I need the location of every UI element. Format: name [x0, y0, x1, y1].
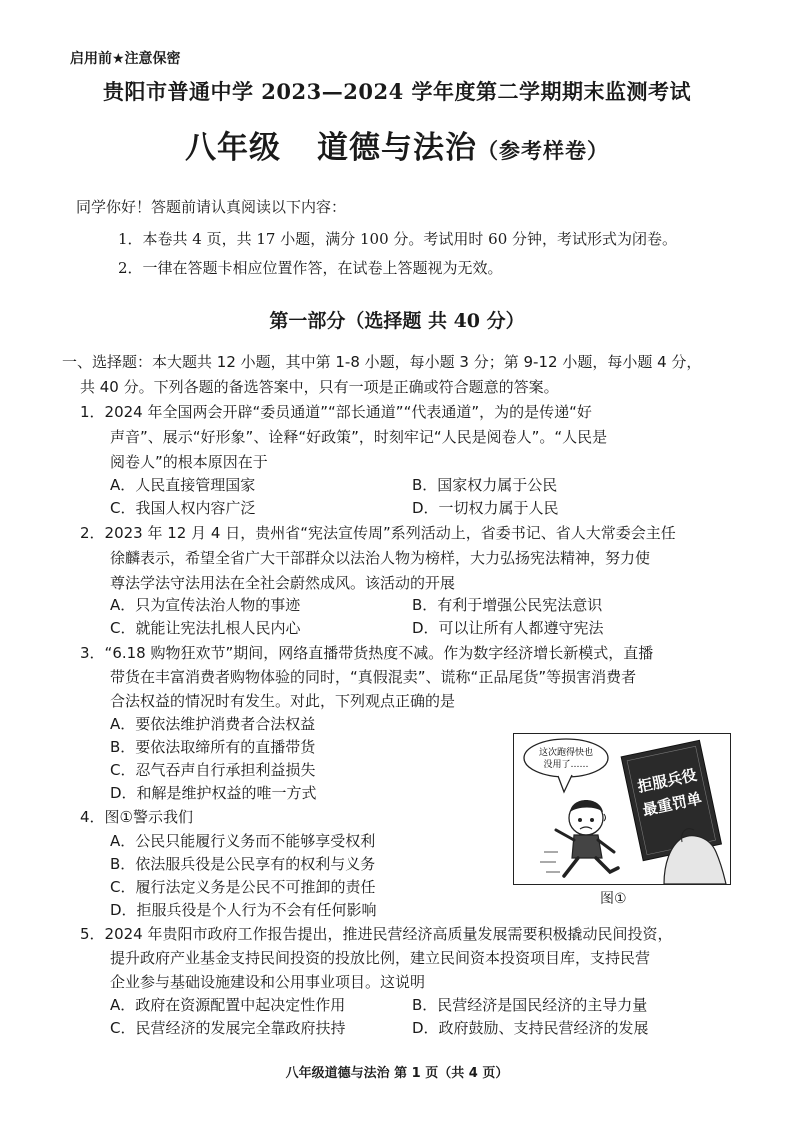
section-heading: 一、选择题：本大题共 12 小题，其中第 1-8 小题，每小题 3 分；第 9-12 小题，每小题 4 分， [62, 353, 702, 371]
figure-1-caption: 图① [600, 891, 627, 907]
speech-bubble-tail [558, 775, 572, 792]
question-5-option-a: A．政府在资源配置中起决定性作用 [110, 996, 346, 1014]
instruction-item: 1．本卷共 4 页，共 17 小题，满分 100 分。考试用时 60 分钟，考试形式为闭卷。 [118, 230, 678, 248]
question-2-option-a: A．只为宣传法治人物的事迹 [110, 596, 301, 614]
question-1-stem: 阅卷人”的根本原因在于 [110, 453, 268, 471]
question-4-option-d: D．拒服兵役是个人行为不会有任何影响 [110, 901, 377, 919]
question-5-stem: 5．2024 年贵阳市政府工作报告提出，推进民营经济高质量发展需要积极撬动民间投资， [80, 925, 673, 943]
question-4-option-b: B．依法服兵役是公民享有的权利与义务 [110, 855, 376, 873]
subject-label: 道德与法治 [317, 130, 477, 166]
question-3-option-c: C．忍气吞声自行承担利益损失 [110, 761, 316, 779]
part-title: 第一部分（选择题 共 40 分） [269, 310, 525, 332]
question-1-stem: 1．2024 年全国两会开辟“委员通道”“部长通道”“代表通道”，为的是传递“好 [80, 403, 592, 421]
question-5-stem: 企业参与基础设施建设和公用事业项目。这说明 [110, 973, 426, 991]
subject-note: （参考样卷） [477, 138, 609, 163]
secret-mark: 启用前★注意保密 [70, 51, 181, 67]
question-3-stem: 带货在丰富消费者购物体验的同时，“真假混卖”、谎称“正品尾货”等损害消费者 [110, 668, 637, 686]
speech-text-line2: 没用了…… [543, 760, 589, 770]
question-3-option-a: A．要依法维护消费者合法权益 [110, 715, 316, 733]
question-2-stem: 徐麟表示，希望全省广大干部群众以法治人物为榜样，大力弘扬宪法精神，努力使 [110, 549, 651, 567]
question-5-option-c: C．民营经济的发展完全靠政府扶持 [110, 1019, 346, 1037]
instruction-item: 2．一律在答题卡相应位置作答，在试卷上答题视为无效。 [118, 259, 503, 277]
section-heading-cont: 共 40 分。下列各题的备选答案中，只有一项是正确或符合题意的答案。 [80, 378, 559, 396]
question-4-option-c: C．履行法定义务是公民不可推卸的责任 [110, 878, 376, 896]
figure-1-illustration [514, 734, 730, 884]
question-2-stem: 尊法学法守法用法在全社会蔚然成风。该活动的开展 [110, 574, 456, 592]
question-2-option-b: B．有利于增强公民宪法意识 [412, 596, 603, 614]
question-1-option-c: C．我国人权内容广泛 [110, 499, 256, 517]
question-5-option-d: D．政府鼓励、支持民营经济的发展 [412, 1019, 649, 1037]
question-3-option-d: D．和解是维护权益的唯一方式 [110, 784, 317, 802]
question-2-stem: 2．2023 年 12 月 4 日，贵州省“宪法宣传周”系列活动上，省委书记、省人大常委会主任 [80, 524, 676, 542]
figure-1-cartoon [513, 733, 731, 885]
running-boy [540, 800, 618, 876]
speech-text-line1: 这次跑得快也 [538, 748, 594, 758]
exam-title: 贵阳市普通中学 2023—2024 学年度第二学期期末监测考试 [102, 79, 691, 104]
question-4-option-a: A．公民只能履行义务而不能够享受权利 [110, 832, 376, 850]
question-5-stem: 提升政府产业基金支持民间投资的投放比例，建立民间资本投资项目库，支持民营 [110, 949, 651, 967]
question-1-option-b: B．国家权力属于公民 [412, 476, 558, 494]
question-1-option-a: A．人民直接管理国家 [110, 476, 256, 494]
page-footer: 八年级道德与法治 第 1 页（共 4 页） [285, 1066, 509, 1081]
speech-bubble [524, 739, 608, 777]
instructions-greeting: 同学你好！答题前请认真阅读以下内容： [76, 198, 347, 216]
question-3-option-b: B．要依法取缔所有的直播带货 [110, 738, 316, 756]
question-3-stem: 3．“6.18 购物狂欢节”期间，网络直播带货热度不减。作为数字经济增长新模式，直播 [80, 644, 654, 662]
question-1-stem: 声音”、展示“好形象”、诠释“好政策”，时刻牢记“人民是阅卷人”。“人民是 [110, 428, 608, 446]
question-1-option-d: D．一切权力属于人民 [412, 499, 559, 517]
grade-label: 八年级 [185, 130, 281, 166]
question-2-option-c: C．就能让宪法扎根人民内心 [110, 619, 301, 637]
question-4-stem: 4．图①警示我们 [80, 808, 193, 826]
ticket-text-line1: 拒服兵役 [635, 765, 699, 796]
question-2-option-d: D．可以让所有人都遵守宪法 [412, 619, 604, 637]
question-3-stem: 合法权益的情况时有发生。对此，下列观点正确的是 [110, 692, 456, 710]
ticket-text-line2: 最重罚单 [640, 789, 704, 820]
subject-title [0, 122, 794, 167]
question-5-option-b: B．民营经济是国民经济的主导力量 [412, 996, 648, 1014]
